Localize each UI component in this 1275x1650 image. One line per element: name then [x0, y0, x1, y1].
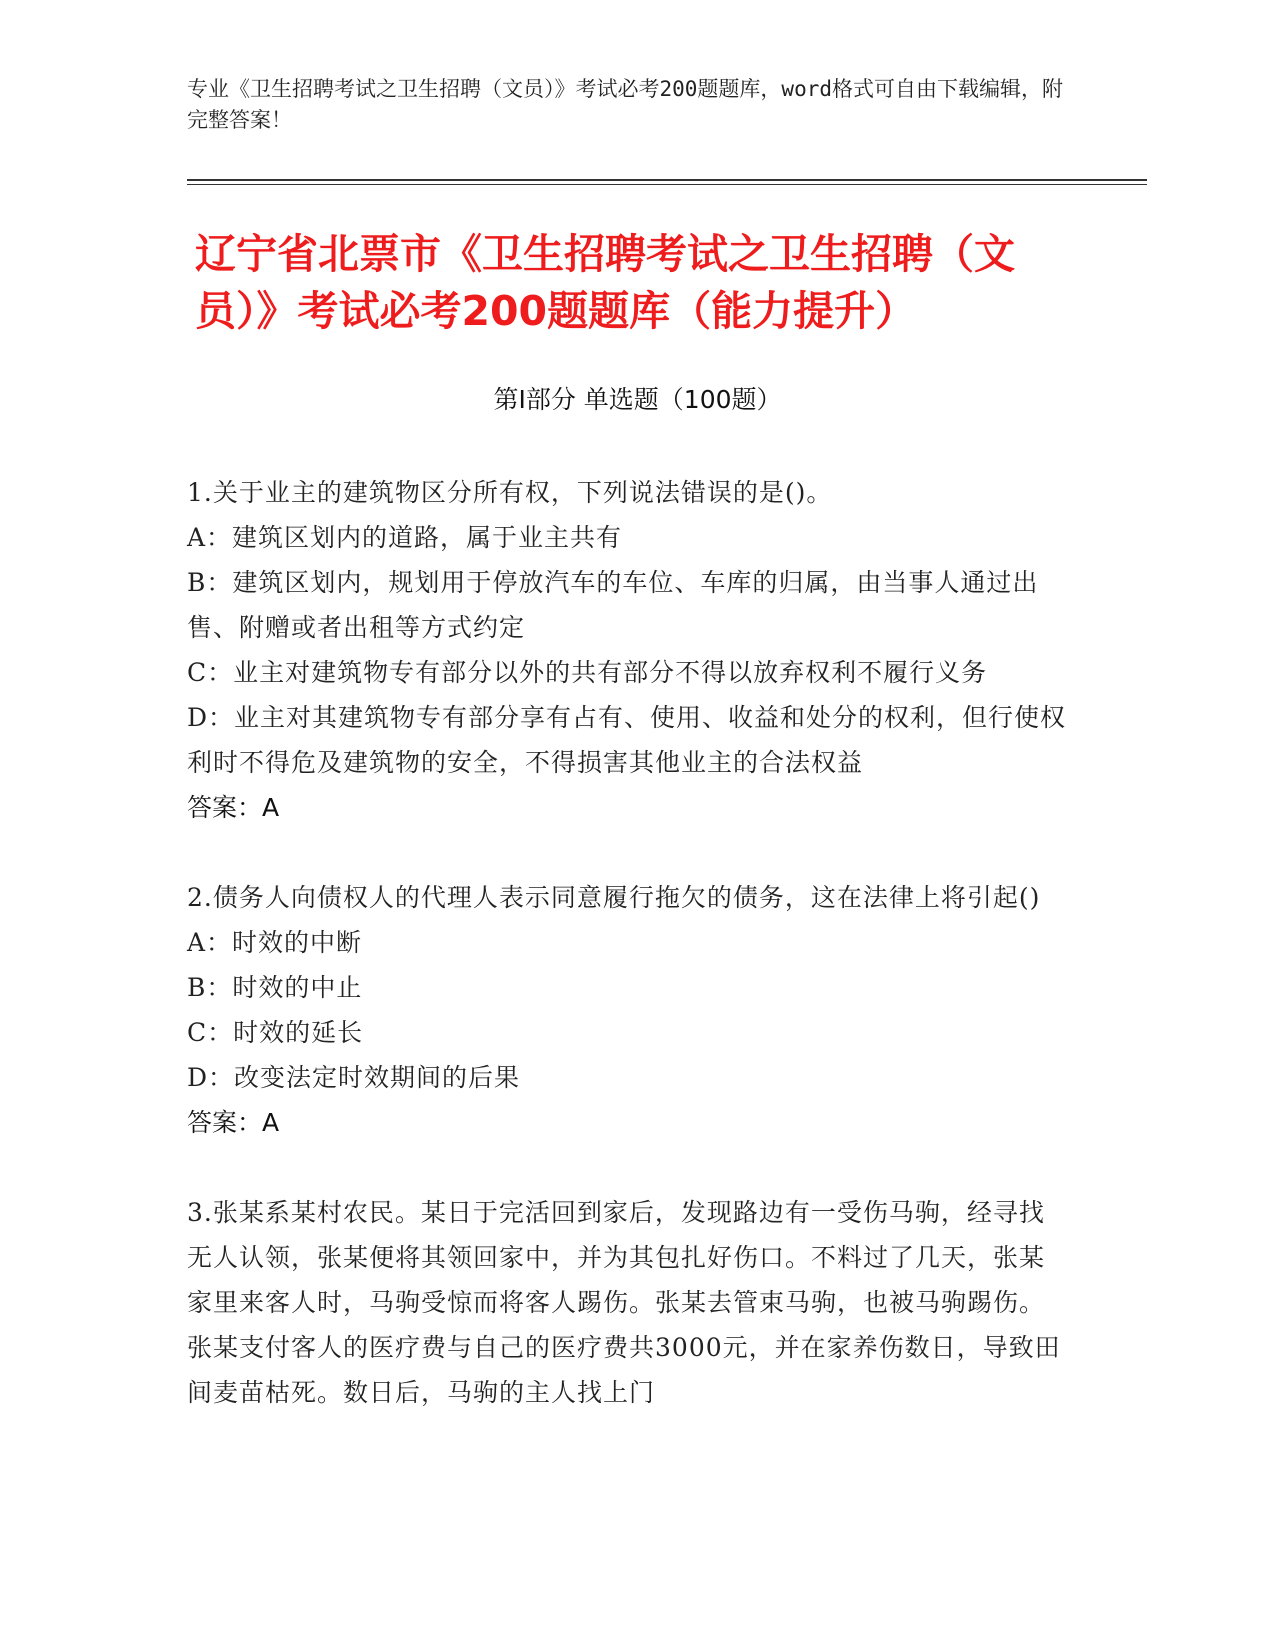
option-b: B：时效的中止	[187, 973, 363, 1002]
question-1	[187, 470, 1067, 830]
header-note: 专业《卫生招聘考试之卫生招聘（文员）》考试必考200题题库，word格式可自由下载编辑，附完整答案！	[187, 77, 1063, 132]
answer-label: 答案：A	[187, 793, 280, 822]
option-a: A：时效的中断	[187, 928, 363, 957]
question-text: 3.张某系某村农民。某日于完活回到家后，发现路边有一受伤马驹，经寻找无人认领，张某便将其领回家中，并为其包扎好伤口。不料过了几天，张某家里来客人时，马驹受惊而将客人踢伤。张某去管束马驹，也被马驹踢伤。张某支付客人的医疗费与自己的医疗费共3000元，并在家养伤数日，导致田间麦苗枯死。数日后，马驹的主人找上门	[187, 1198, 1061, 1407]
question-3	[187, 1190, 1067, 1415]
option-a: A：建筑区划内的道路，属于业主共有	[187, 523, 623, 552]
question-text: 1.关于业主的建筑物区分所有权，下列说法错误的是()。	[187, 478, 833, 507]
option-d: D：改变法定时效期间的后果	[187, 1063, 521, 1092]
header-rule-thick	[187, 179, 1147, 181]
answer-label: 答案：A	[187, 1108, 280, 1137]
question-list	[187, 470, 1067, 1460]
option-c: C：业主对建筑物专有部分以外的共有部分不得以放弃权利不履行义务	[187, 658, 988, 687]
option-d: D：业主对其建筑物专有部分享有占有、使用、收益和处分的权利，但行使权利时不得危及建筑物的安全，不得损害其他业主的合法权益	[187, 703, 1067, 777]
question-text: 2.债务人向债权人的代理人表示同意履行拖欠的债务，这在法律上将引起()	[187, 883, 1041, 912]
option-b: B：建筑区划内，规划用于停放汽车的车位、车库的归属，由当事人通过出售、附赠或者出租等方式约定	[187, 568, 1039, 642]
header-rule-thin	[187, 184, 1147, 185]
document-title: 辽宁省北票市《卫生招聘考试之卫生招聘（文员）》考试必考200题题库（能力提升）	[195, 230, 1015, 335]
section-title: 第Ⅰ部分 单选题（100题）	[493, 385, 782, 414]
option-c: C：时效的延长	[187, 1018, 364, 1047]
question-2	[187, 875, 1067, 1145]
